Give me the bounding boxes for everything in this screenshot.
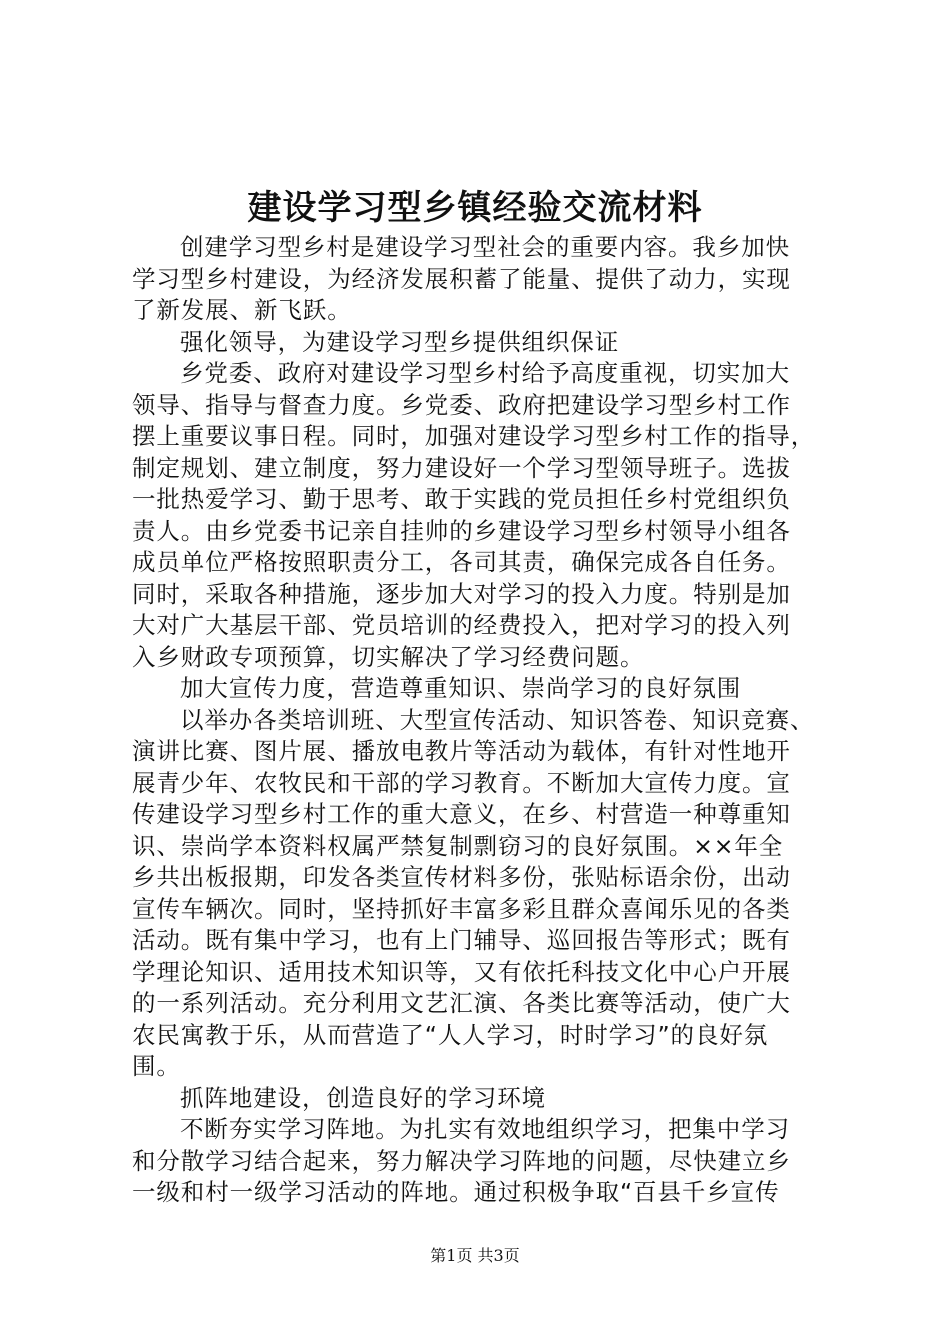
text-line: 强化领导，为建设学习型乡提供组织保证 [180, 327, 620, 356]
page-footer: 第1页 共3页 [430, 1246, 520, 1265]
text-line: 入乡财政专项预算，切实解决了学习经费问题。 [132, 642, 645, 671]
text-line: 活动。既有集中学习，也有上门辅导、巡回报告等形式；既有 [132, 926, 791, 954]
text-line: 学理论知识、适用技术知识等，又有依托科技文化中心户开展 [132, 957, 791, 986]
text-line: 以举办各类培训班、大型宣传活动、知识答卷、知识竞赛、 [180, 705, 815, 734]
document-title: 建设学习型乡镇经验交流材料 [247, 188, 703, 228]
text-line: 责人。由乡党委书记亲自挂帅的乡建设学习型乡村领导小组各 [132, 516, 791, 545]
text-line: 展青少年、农牧民和干部的学习教育。不断加大宣传力度。宣 [132, 768, 791, 797]
text-line: 乡党委、政府对建设学习型乡村给予高度重视，切实加大 [180, 359, 790, 387]
text-line: 加大宣传力度，营造尊重知识、崇尚学习的良好氛围 [180, 674, 742, 702]
text-line: 学习型乡村建设，为经济发展积蓄了能量、提供了动力，实现 [132, 264, 791, 293]
text-line: 识、崇尚学本资料权属严禁复制剽窃习的良好氛围。××年全 [132, 831, 784, 860]
text-line: 摆上重要议事日程。同时，加强对建设学习型乡村工作的指导， [132, 422, 816, 450]
text-line: 了新发展、新飞跃。 [132, 296, 352, 324]
text-line: 宣传车辆次。同时，坚持抓好丰富多彩且群众喜闻乐见的各类 [132, 894, 791, 923]
text-line: 农民寓教于乐，从而营造了“人人学习，时时学习”的良好氛 [132, 1020, 769, 1049]
text-line: 乡共出板报期，印发各类宣传材料多份，张贴标语余份，出动 [132, 863, 791, 891]
text-line: 制定规划、建立制度，努力建设好一个学习型领导班子。选拔 [132, 453, 791, 482]
text-line: 同时，采取各种措施，逐步加大对学习的投入力度。特别是加 [132, 579, 791, 608]
document-body [132, 232, 822, 1209]
text-line: 成员单位严格按照职责分工，各司其责，确保完成各自任务。 [132, 548, 791, 576]
text-line: 和分散学习结合起来，努力解决学习阵地的问题，尽快建立乡 [132, 1146, 791, 1175]
text-line: 演讲比赛、图片展、播放电教片等活动为载体，有针对性地开 [132, 737, 791, 765]
text-line: 一批热爱学习、勤于思考、敢于实践的党员担任乡村党组织负 [132, 485, 791, 513]
text-line: 一级和村一级学习活动的阵地。通过积极争取“百县千乡宣传 [132, 1178, 780, 1206]
text-line: 围。 [132, 1052, 181, 1080]
text-line: 抓阵地建设，创造良好的学习环境 [180, 1083, 546, 1112]
text-line: 大对广大基层干部、党员培训的经费投入，把对学习的投入列 [132, 611, 791, 639]
text-line: 传建设学习型乡村工作的重大意义，在乡、村营造一种尊重知 [132, 800, 791, 828]
text-line: 领导、指导与督查力度。乡党委、政府把建设学习型乡村工作 [132, 390, 791, 419]
text-line: 不断夯实学习阵地。为扎实有效地组织学习，把集中学习 [180, 1115, 790, 1143]
text-line: 创建学习型乡村是建设学习型社会的重要内容。我乡加快 [180, 233, 790, 261]
text-line: 的一系列活动。充分利用文艺汇演、各类比赛等活动，使广大 [132, 989, 791, 1017]
